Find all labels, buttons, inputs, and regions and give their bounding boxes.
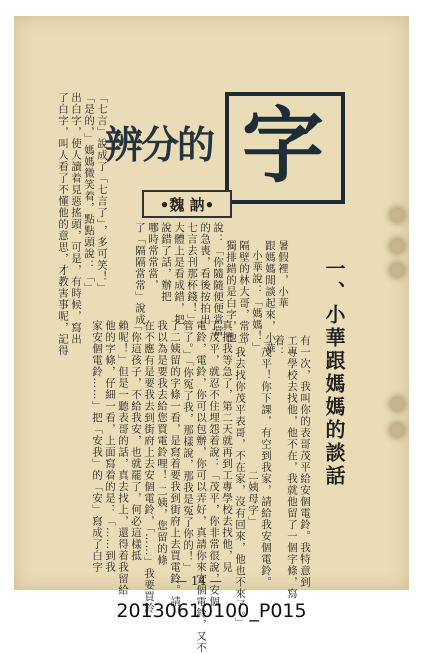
- text-column: 哪時常常當，: [147, 222, 159, 291]
- text-column: 的急喪，看後按拍出: [199, 222, 211, 326]
- text-column: 說錯了話，辦把: [160, 222, 172, 303]
- text-column: 暑假裡，小華: [277, 240, 289, 309]
- text-column: 工專學校去找他，他不在，我就他留了一個字條，寫: [286, 335, 298, 600]
- text-column: 跟媽媽閒談起來，小華: [264, 240, 276, 355]
- binding-hole: [391, 240, 403, 252]
- text-column: 獨排錯的是白字，他: [225, 240, 237, 344]
- section-heading: 一、小華跟媽媽的談話: [322, 258, 346, 488]
- text-column: 着：: [273, 335, 285, 358]
- author-box: •魏 訥•: [142, 190, 232, 218]
- binding-hole: [391, 264, 403, 276]
- text-column: 「是的，」媽媽微笑着，點點頭說：「」: [83, 92, 95, 294]
- text-column: 小華說：「媽媽！」: [251, 250, 263, 354]
- text-column: 大體上是看成錯，把: [173, 222, 185, 326]
- text-column: 我以為是要我去給您買電鈴哩！ 二姨，您留的條: [156, 320, 168, 566]
- text-column: 說：「你隨隨便便當當: [212, 222, 224, 337]
- text-column: 真把我等急了，第二天就再到工專學校去找他，見: [221, 320, 233, 573]
- text-column: 了白字，叫人看了不懂他的意思，才教害事呢，記得: [57, 92, 69, 357]
- text-column: 在不應有是要我去到街府上去安個電鈴，「……」我要買鈴: [143, 320, 155, 614]
- binding-hole: [391, 398, 403, 410]
- text-column: 賴呢！」但是一聽表哥的話，真去找上，還得着我留給: [117, 320, 129, 596]
- text-column: 他的字條，仔細一看，上面寫着的是：「……到我: [104, 320, 116, 573]
- binding-hole: [391, 424, 403, 436]
- text-column: 隔壁的林大哥，常常: [238, 240, 250, 344]
- text-column: 了「隔隔當常」說成: [134, 222, 146, 326]
- text-column: 「我去找你茂平表哥，不在家，沒有回來，他也不來了。」: [234, 335, 246, 629]
- text-column: 家安個電鈴……」把「安我」的「安」寫成了白字: [91, 320, 103, 573]
- text-column: 出白字，使人讀着見惡搖頭，可是，有時候，寫出: [70, 92, 82, 345]
- title-large-character: 字: [241, 98, 324, 194]
- title-frame: [225, 92, 345, 204]
- text-column: 「茂平！你下課，有空到我家，請給我安個電鈴。: [260, 335, 272, 588]
- article-title: [105, 92, 345, 202]
- image-caption: 20130610100_P015: [116, 600, 307, 622]
- text-column: 「你這孩子，不給我安，也就罷了，何必這樣抵: [130, 320, 142, 562]
- title-small-text: 辨分的: [105, 122, 214, 167]
- text-column: 「七言」說成了「七言了」，多可笑！」: [96, 92, 108, 294]
- page-number: — 14 —: [175, 574, 222, 588]
- text-column: 二姨母字」: [247, 470, 259, 528]
- text-column: 管了。」「你冤了我，那樣說，那我是冤了你的！」: [182, 320, 194, 574]
- text-column: 有一次，我叫你的表哥茂平給安個電鈴。我特意到: [299, 335, 311, 588]
- text-column: 了茂平，就忍不住埋怨着說：「茂平，你非常很說，安個: [208, 320, 220, 608]
- text-column: 七言去刊那杯錢！」: [186, 222, 198, 326]
- text-column: 電鈴，電鈴，你可以包辦，你可以弄好，真請你來安個電鈴，又不: [195, 320, 207, 654]
- binding-hole: [391, 209, 403, 221]
- text-column: 了二姨留的字條一看，是寫着要我到街府上去買電鈴。請: [169, 320, 181, 608]
